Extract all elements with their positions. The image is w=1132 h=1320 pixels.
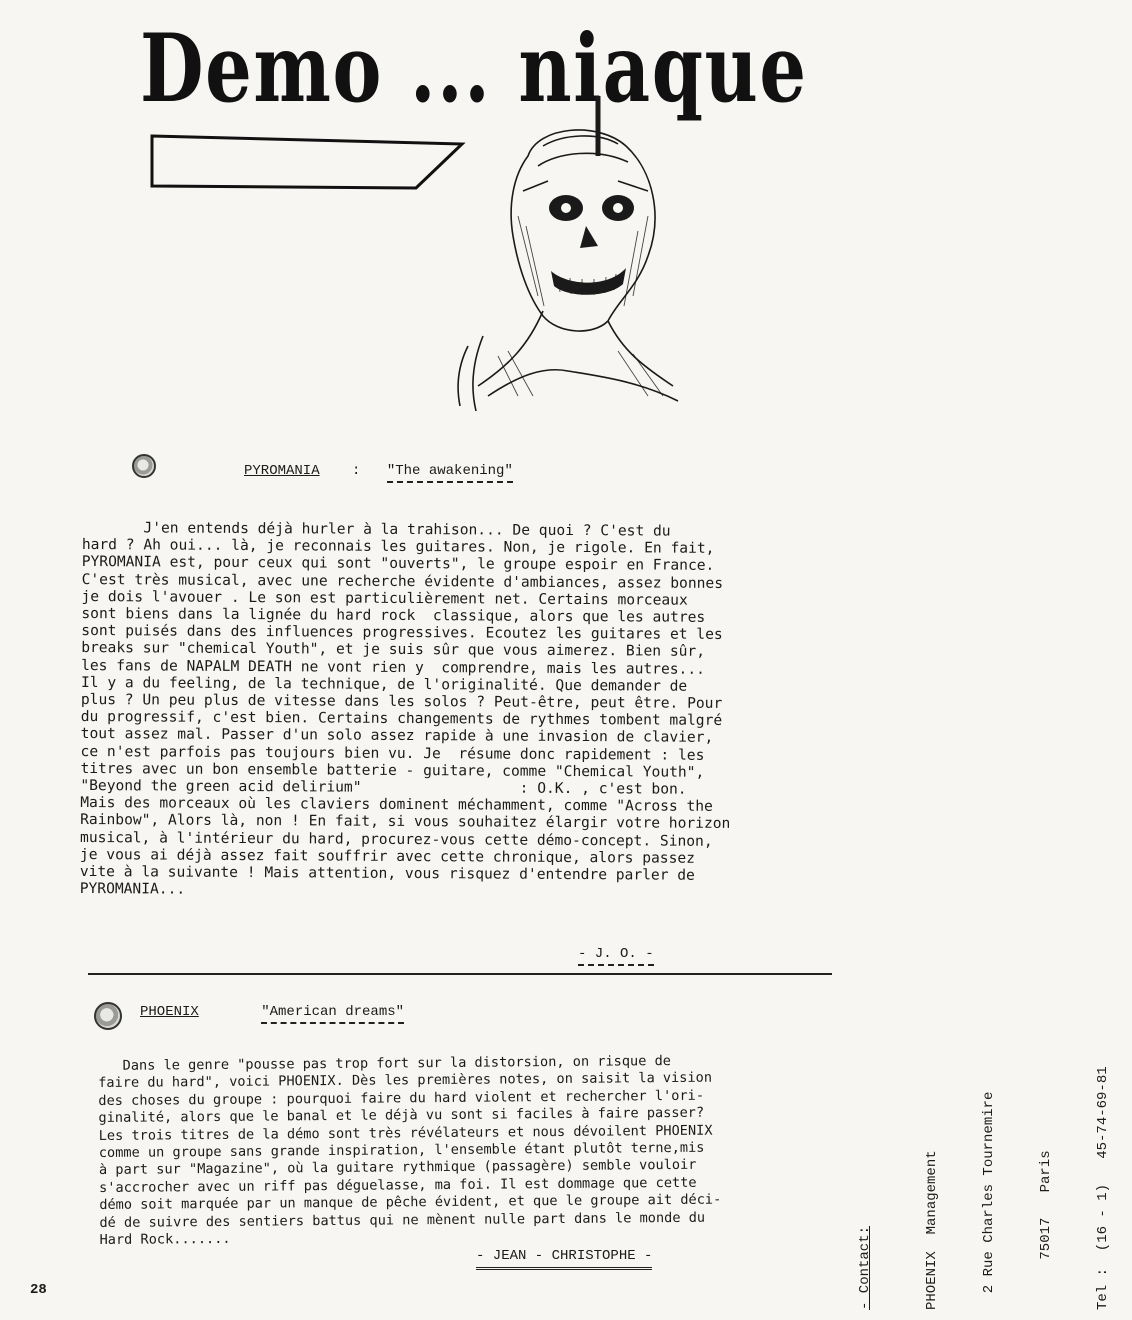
contact-line: 2 Rue Charles Tournemire <box>981 1091 997 1310</box>
review2-header <box>140 1004 404 1020</box>
review2-signature <box>476 1248 652 1264</box>
contact-line: PHOENIX Management <box>924 1150 940 1310</box>
contact-line: Tel : (16 - 1) 45-74-69-81 <box>1095 1066 1111 1310</box>
contact-label: - Contact: <box>857 1225 873 1310</box>
band-name: PYROMANIA <box>244 463 320 479</box>
title-banner-box <box>150 134 465 194</box>
contact-line: 75017 Paris <box>1038 1150 1054 1310</box>
band-name: PHOENIX <box>140 1004 199 1020</box>
section-divider <box>88 973 832 975</box>
bullet-icon <box>132 454 156 478</box>
album-title: "American dreams" <box>261 1004 404 1024</box>
review2-text: Dans le genre "pousse pas trop fort sur la distorsion, on risque de faire du hard", voici PHOENIX. Dès les premières notes, on saisit la vision des choses du groupe : pourquoi faire du hard violent et rechercher l'ori- ginalité, alors que le banal et le déjà vu sont si faciles à faire passer? Les trois titres de la démo sont très révélateurs et nous dévoilent PHOENIX comme un groupe sans grande inspiration, l'ensemble étant plutôt terne,mis à part sur "Magazine", où la guitare rythmique (passagère) semble vouloir s'accrocher avec un riff pas déguelasse, ma foi. Il est dommage que cette démo soit marquée par un manque de pêche évident, et que le groupe ait déci- dé de suivre des sentiers battus qui ne mènent nulle part dans le monde du Hard Rock....... <box>98 1053 722 1249</box>
review1-text: J'en entends déjà hurler à la trahison... De quoi ? C'est du hard ? Ah oui... là, je reconnais les guitares. Non, je rigole. En fait, PYROMANIA est, pour ceux qui sont "ouverts", le groupe espoir en France. C'est très musical, avec une recherche évidente d'ambiances, assez bonnes je dois l'avouer . Le son est particulièrement net. Certains morceaux sont biens dans la lignée du hard rock classique, alors que les autres sont puisés dans des influences progressives. Ecoutez les guitares et les breaks sur "chemical Youth", et je suis sûr que vous aimerez. Bien sûr, les fans de NAPALM DEATH ne vont rien y comprendre, mais les autres... Il y a du feeling, de la technique, de l'originalité. Que demander de plus ? Un peu plus de vitesse dans les solos ? Peut-être, peut être. Pour du progressif, c'est bien. Certains changements de rythmes tombent malgré tout assez mal. Passer d'un solo assez rapide à une invasion de clavier, ce n'est parfois pas toujours bien vu. Je résume donc rapidement : les titres avec un bon ensemble batterie - guitare, comme "Chemical Youth", "Beyond the green acid delirium" : O.K. , c'est bon. Mais des morceaux où les claviers dominent méchamment, comme "Across the Rainbow", Alors là, non ! En fait, si vous souhaitez élargir votre horizon musical, à l'intérieur du hard, procurez-vous cette démo-concept. Sinon, je vous ai déjà assez fait souffrir avec cette chronique, alors passez vite à la suivante ! Mais attention, vous risquez d'entendre parler de PYROMANIA... <box>79 519 731 898</box>
header-separator: : <box>352 463 361 479</box>
bullet-icon <box>94 1002 122 1030</box>
contact-block <box>818 1066 1132 1310</box>
signature-text: - J. O. - <box>578 946 654 966</box>
review1-header <box>244 463 513 479</box>
album-title: "The awakening" <box>387 463 513 483</box>
review1-signature <box>578 946 654 962</box>
signature-text: - JEAN - CHRISTOPHE - <box>476 1248 652 1270</box>
page-title: Demo ... niaque <box>140 14 808 124</box>
skull-illustration <box>448 96 688 416</box>
page-number: 28 <box>30 1282 47 1298</box>
